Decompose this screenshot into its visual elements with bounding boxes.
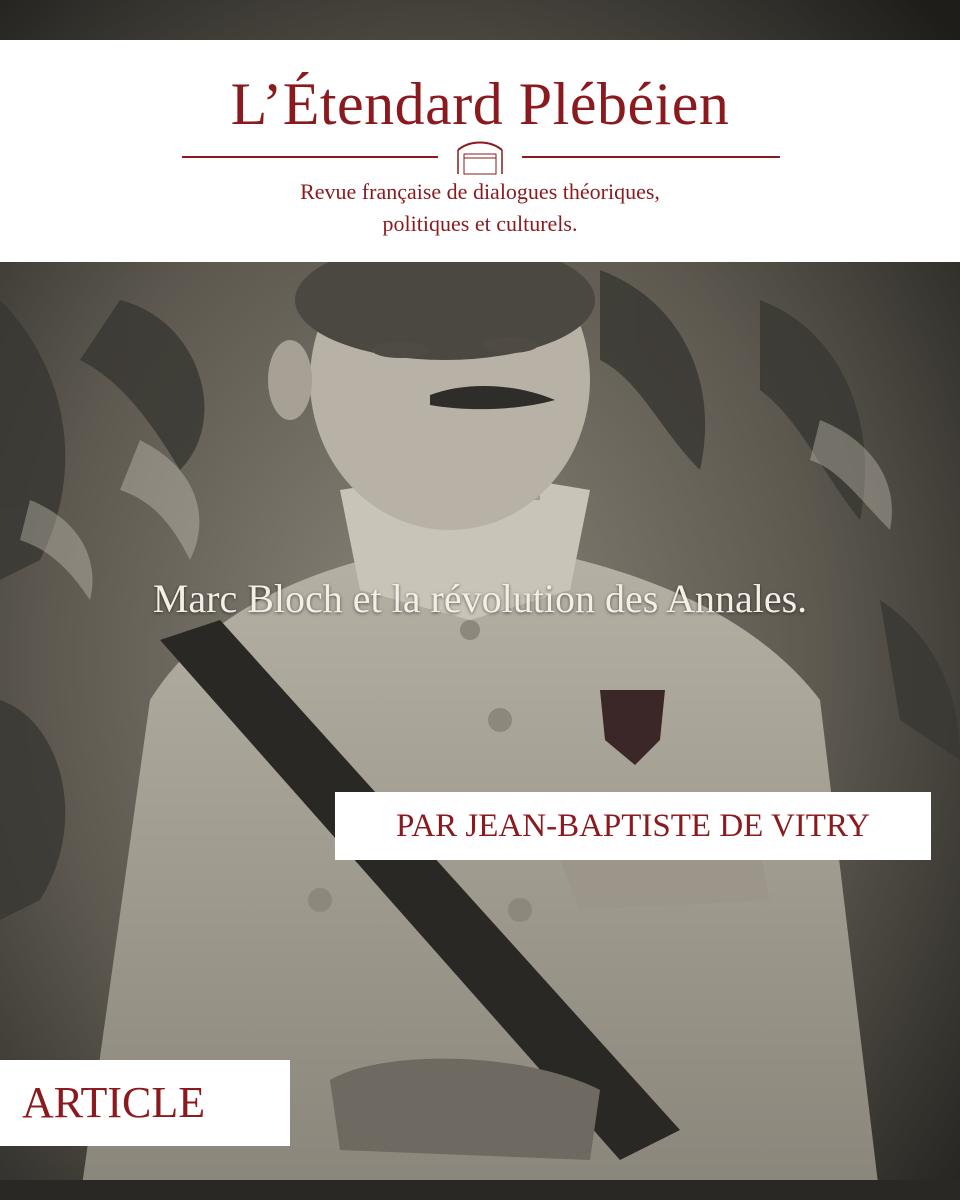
tagline-line-2: politiques et culturels. <box>382 211 578 236</box>
byline-text: PAR JEAN-BAPTISTE DE VITRY <box>396 808 870 844</box>
category-badge <box>0 1060 290 1146</box>
tagline <box>0 176 960 240</box>
byline-box <box>335 792 931 860</box>
masthead-rule-right <box>522 156 780 158</box>
banner-ornament-icon <box>450 136 510 178</box>
tagline-line-1: Revue française de dialogues théoriques, <box>300 179 660 204</box>
top-photo-strip <box>0 0 960 40</box>
article-headline: Marc Bloch et la révolution des Annales. <box>152 576 808 621</box>
masthead-rule-left <box>182 156 438 158</box>
category-label: ARTICLE <box>22 1078 206 1127</box>
header <box>0 40 960 262</box>
masthead-title: L’Étendard Plébéien <box>230 71 730 137</box>
